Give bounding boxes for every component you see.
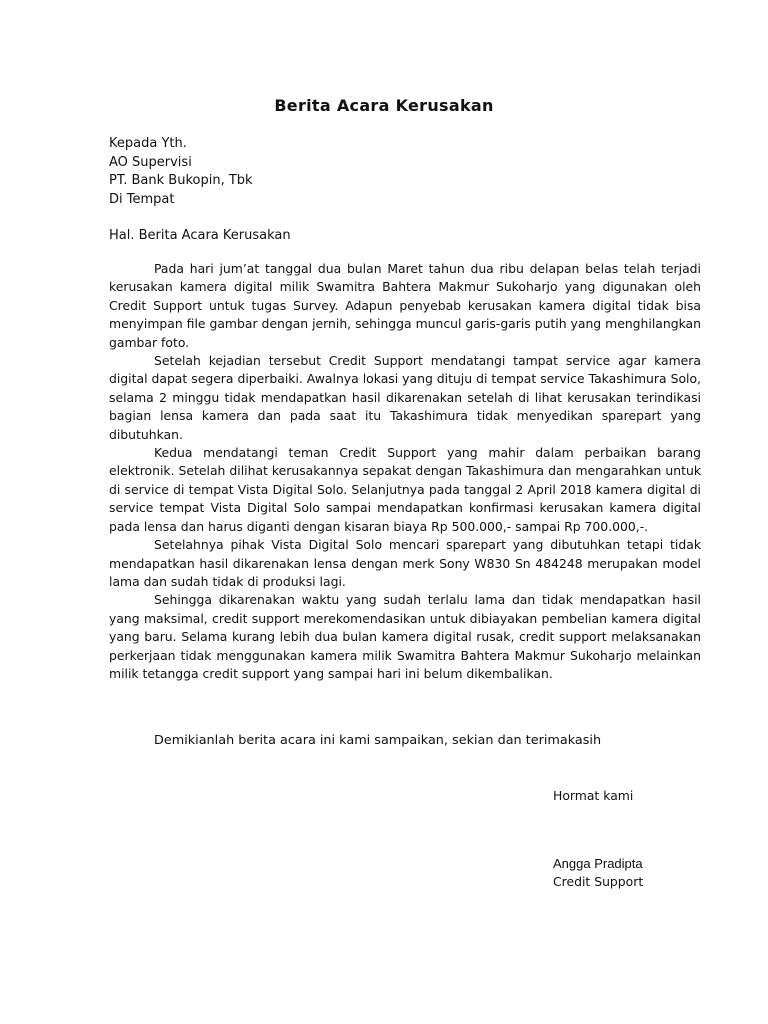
body-text — [109, 260, 701, 683]
subject-line: Hal. Berita Acara Kerusakan — [109, 228, 291, 243]
recipient-line: AO Supervisi — [109, 154, 192, 170]
recipient-line: Di Tempat — [109, 191, 175, 207]
recipient-line: Kepada Yth. — [109, 136, 187, 151]
signer-name: Angga Pradipta — [553, 856, 643, 871]
recipient-line: PT. Bank Bukopin, Tbk — [109, 173, 253, 188]
body-paragraph: Setelah kejadian tersebut Credit Support mendatangi tampat service agar kamera digital dapat segera diperbaiki. Awalnya lokasi yang dituju di tempat service Takashimura Solo, selama 2 minggu tidak mendapatkan hasil dikarenakan setelah di lihat kerusakan terindikasi bagian lensa kamera dan pada saat itu Takashimura tidak menyedikan sparepart yang dibutuhkan. — [109, 353, 701, 442]
body-paragraph: Pada hari jum’at tanggal dua bulan Maret tahun dua ribu delapan belas telah terjadi kerusakan kamera digital milik Swamitra Bahtera Makmur Sukoharjo yang digunakan oleh Credit Support untuk tugas Survey. Adapun penyebab kerusakan kamera digital tidak bisa menyimpan file gambar dengan jernih, sehingga muncul garis-garis putih yang menghilangkan gambar foto. — [109, 261, 701, 350]
body-paragraph: Sehingga dikarenakan waktu yang sudah terlalu lama dan tidak mendapatkan hasil yang maksimal, credit support merekomendasikan untuk dibiayakan pembelian kamera digital yang baru. Selama kurang lebih dua bulan kamera digital rusak, credit support melaksanakan perkerjaan tidak menggunakan kamera milik Swamitra Bahtera Makmur Sukoharjo melainkan milik tetangga credit support yang sampai hari ini belum dikembalikan. — [109, 592, 701, 681]
closing-line: Demikianlah berita acara ini kami sampaikan, sekian dan terimakasih — [154, 733, 602, 748]
regards-line: Hormat kami — [553, 788, 634, 803]
document-title: Berita Acara Kerusakan — [274, 96, 494, 115]
recipient-block — [109, 135, 253, 209]
signer-role: Credit Support — [553, 874, 644, 889]
body-paragraph: Kedua mendatangi teman Credit Support yang mahir dalam perbaikan barang elektronik. Setelah dilihat kerusakannya sepakat dengan Takashimura dan mengarahkan untuk di service di tempat Vista Digital Solo. Selanjutnya pada tanggal 2 April 2018 kamera digital di service tempat Vista Digital Solo sampai mendapatkan konfirmasi kerusakan kamera digital pada lensa dan harus diganti dengan kisaran biaya Rp 500.000,- sampai Rp 700.000,-. — [109, 445, 701, 534]
body-paragraph: Setelahnya pihak Vista Digital Solo mencari sparepart yang dibutuhkan tetapi tidak mendapatkan hasil dikarenakan lensa dengan merk Sony W830 Sn 484248 merupakan model lama dan sudah tidak di produksi lagi. — [109, 537, 701, 589]
